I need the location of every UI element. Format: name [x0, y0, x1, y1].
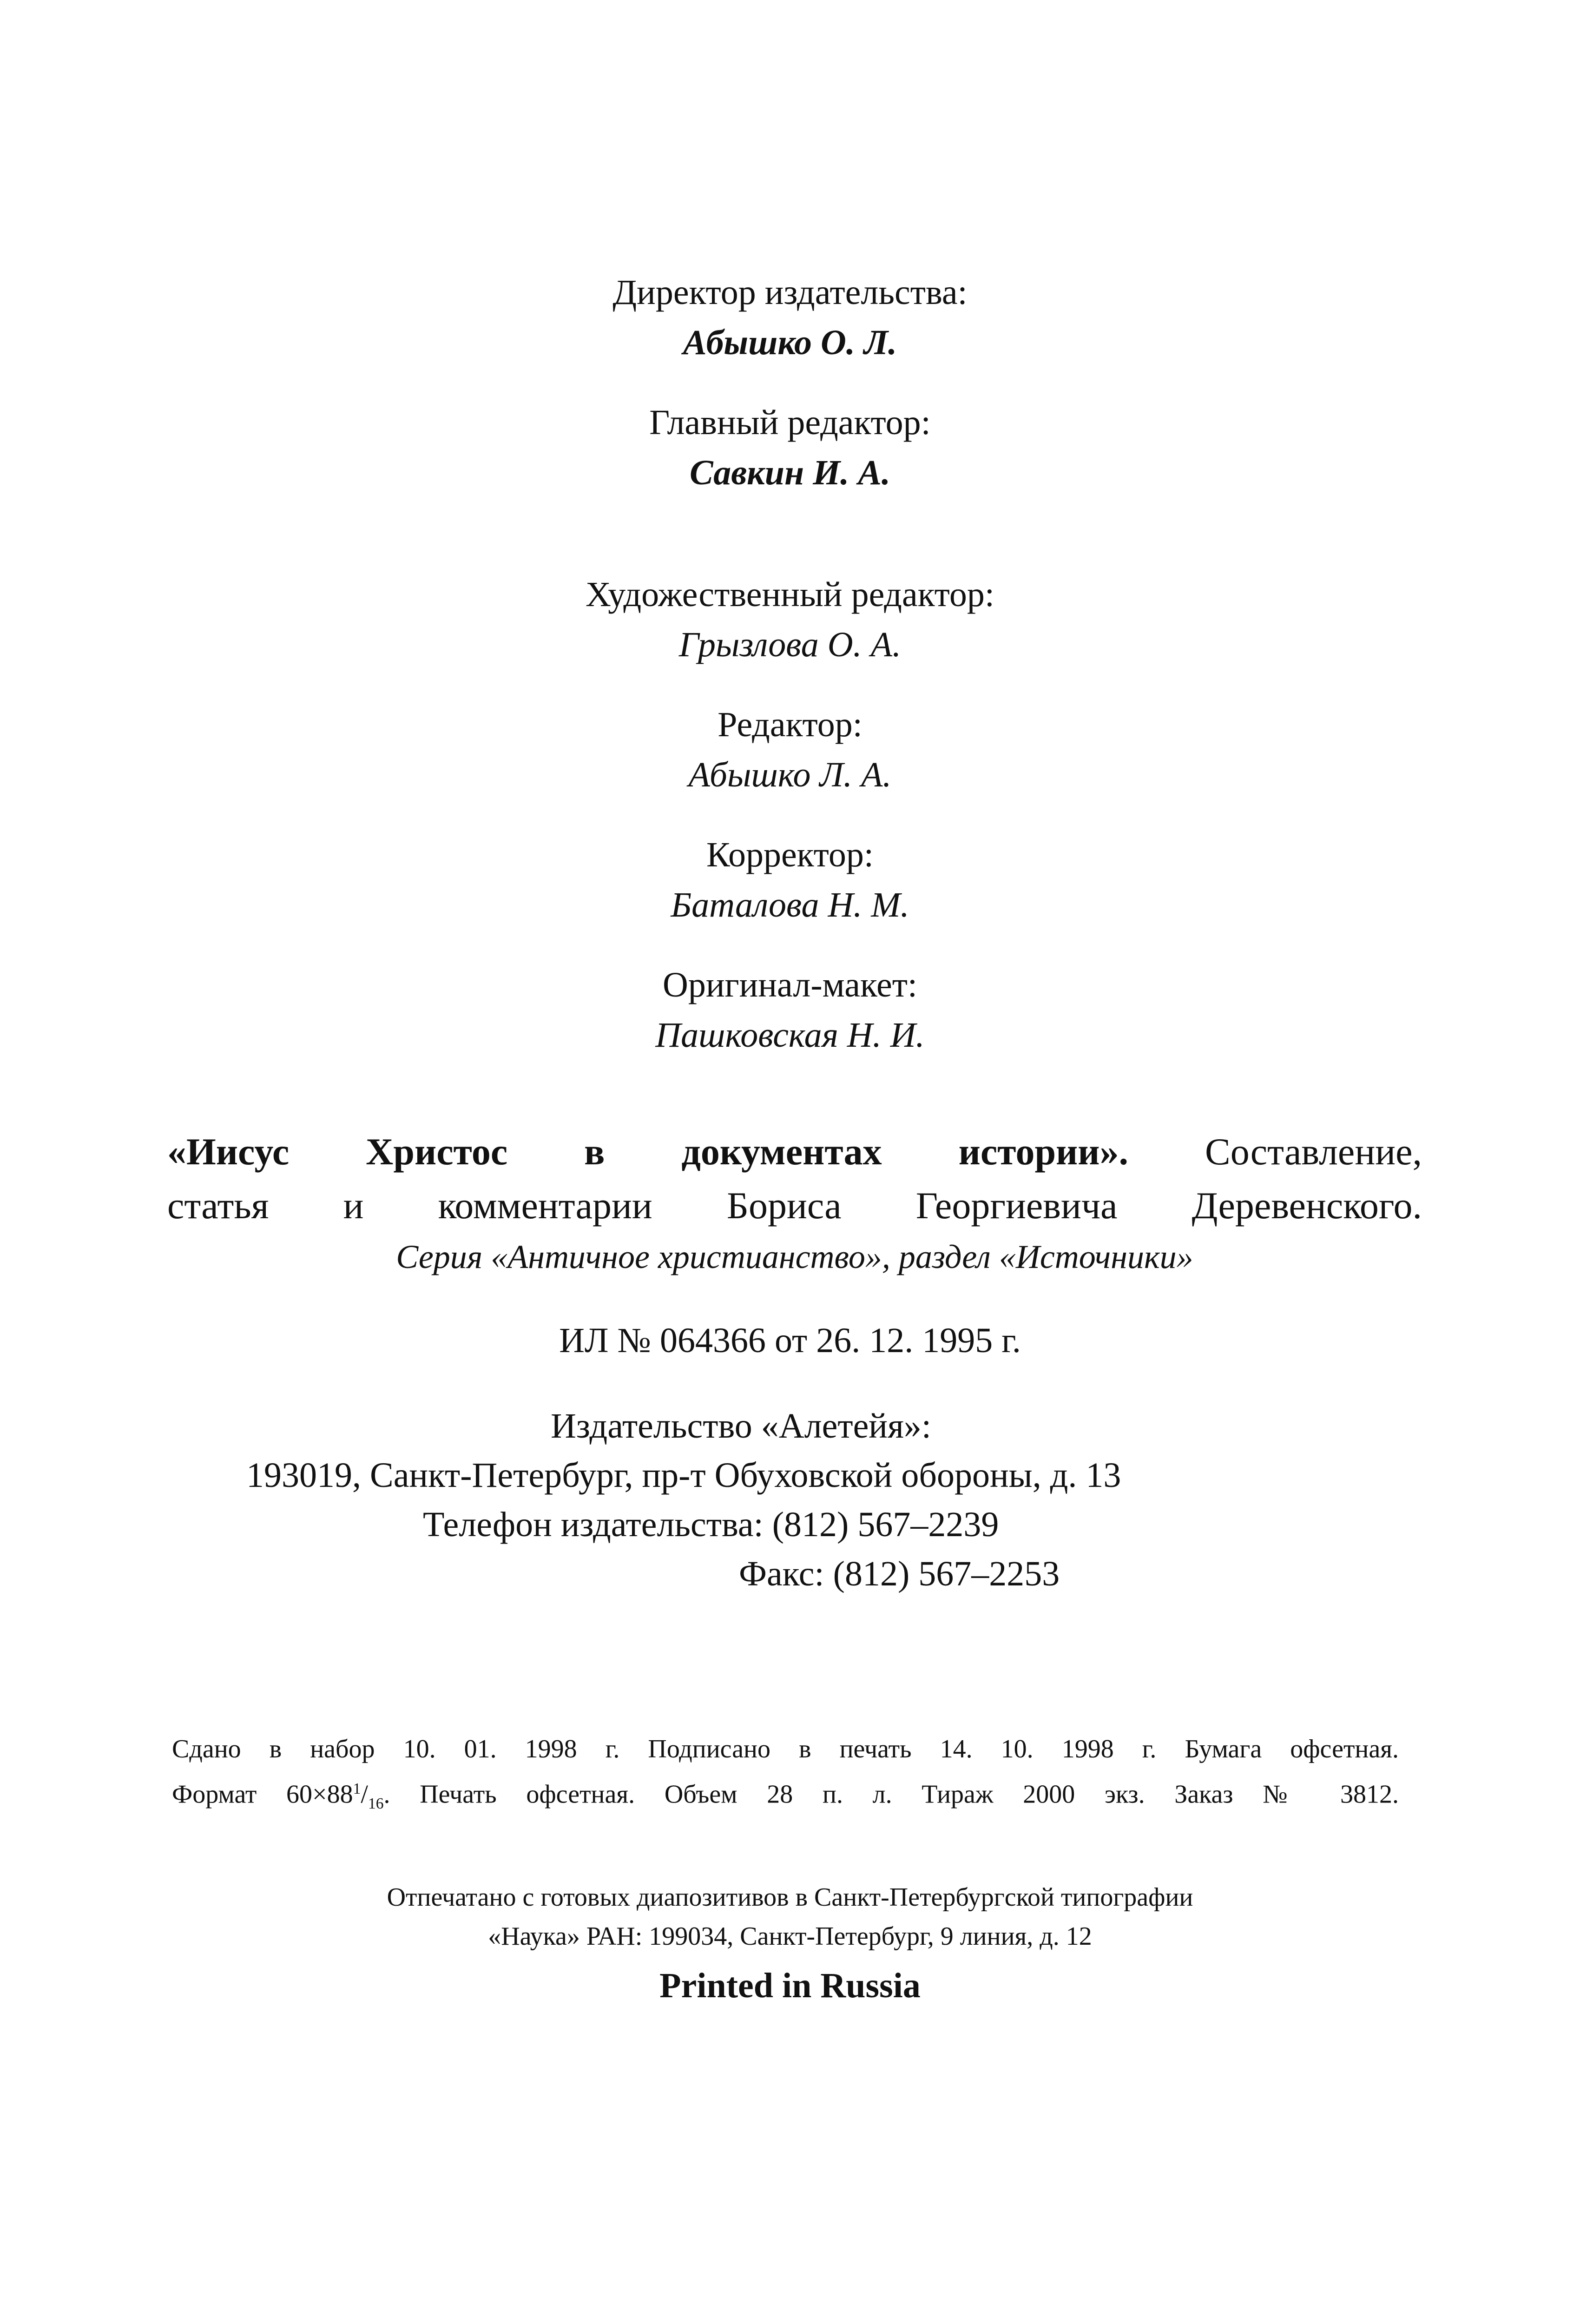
credits-bottom: [0, 569, 1580, 1060]
imprint-line-1: Сдано в набор 10. 01. 1998 г. Подписано в печать 14. 10. 1998 г. Бумага офсетная.: [172, 1735, 1399, 1763]
credit-layout: [0, 960, 1580, 1060]
credit-person: Грызлова О. А.: [678, 625, 902, 664]
book-series: Серия «Античное христианство», раздел «Источники»: [396, 1238, 1193, 1275]
book-authorship: статья и комментарии Бориса Георгиевича Деревенского.: [167, 1184, 1422, 1227]
credit-role: Оригинал-макет:: [662, 965, 918, 1004]
imprint-format-sup: 1: [353, 1780, 361, 1797]
credit-person: Абышко Л. А.: [688, 755, 892, 794]
imprint-line-2-rest: . Печать офсетная. Объем 28 п. л. Тираж 2000 экз. Заказ № 3812.: [383, 1780, 1399, 1809]
book-title-rest: Составление,: [1205, 1130, 1422, 1173]
book-description: [167, 1125, 1422, 1281]
credits-top: [0, 267, 1580, 498]
printer-info: [0, 1878, 1580, 1956]
publisher-name: Издательство «Алетейя»:: [551, 1406, 932, 1446]
credit-person: Баталова Н. М.: [671, 885, 909, 924]
credit-chief-editor: [0, 397, 1580, 498]
book-title: «Иисус Христос в документах истории».: [167, 1130, 1129, 1173]
printer-line-2: «Наука» РАН: 199034, Санкт-Петербург, 9 линия, д. 12: [488, 1922, 1092, 1951]
imprint-details: [172, 1729, 1399, 1824]
imprint-format: Формат 60×88: [172, 1780, 353, 1809]
credit-person: Пашковская Н. И.: [655, 1016, 925, 1055]
publisher-fax: Факс: (812) 567–2253: [739, 1554, 1060, 1593]
credit-role: Корректор:: [706, 835, 874, 874]
credit-person: Савкин И. А.: [690, 453, 890, 492]
credit-director: [0, 267, 1580, 368]
publisher-info: [0, 1401, 1580, 1598]
credit-role: Директор издательства:: [612, 273, 968, 312]
imprint-format-sub: 16: [368, 1795, 384, 1812]
printed-in-russia: Printed in Russia: [659, 1966, 921, 2005]
credit-role: Художественный редактор:: [586, 575, 994, 614]
license-number: ИЛ № 064366 от 26. 12. 1995 г.: [559, 1321, 1021, 1360]
credit-editor: [0, 700, 1580, 800]
credit-art-editor: [0, 569, 1580, 670]
credit-role: Главный редактор:: [649, 403, 931, 442]
book-title-line: [167, 1125, 1422, 1179]
credit-role: Редактор:: [718, 705, 862, 744]
imprint-line-2: Формат $60\times 88^1/_{16}$. Печать офсетная. Объем 28 п. л. Тираж 2000 экз. Заказ № 3812.: [172, 1780, 1399, 1812]
printer-line-1: Отпечатано с готовых диапозитивов в Санкт-Петербургской типографии: [387, 1883, 1193, 1912]
credit-person: Абышко О. Л.: [683, 323, 897, 362]
publisher-phone: Телефон издательства: (812) 567–2239: [423, 1505, 999, 1544]
credit-proofreader: [0, 830, 1580, 930]
publisher-address: 193019, Санкт-Петербург, пр-т Обуховской обороны, д. 13: [246, 1456, 1121, 1495]
